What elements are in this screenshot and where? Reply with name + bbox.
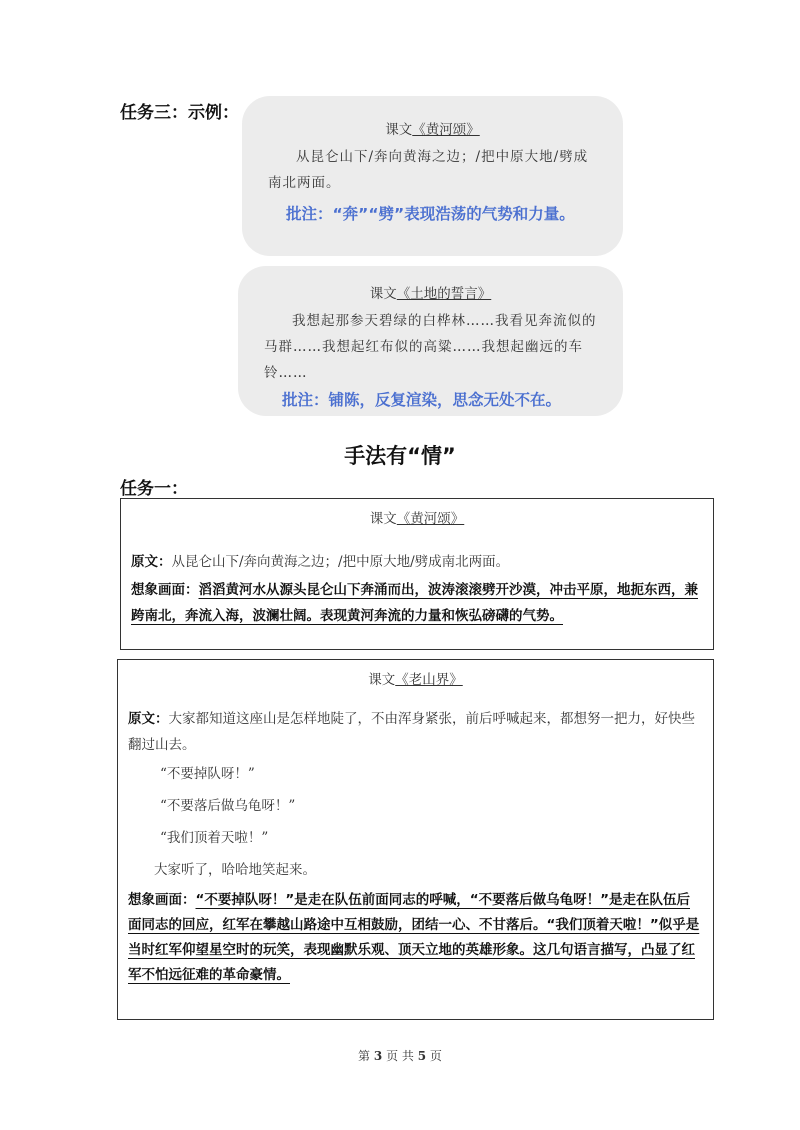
section-title: 手法有“情” [344, 444, 456, 468]
box-title-prefix: 课文 [368, 672, 396, 688]
example-text: 我想起那参天碧绿的白桦林……我看见奔流似的马群……我想起红布似的高粱……我想起幽远的车铃…… [264, 313, 597, 381]
example-title [268, 118, 597, 138]
closing-line: 大家听了，哈哈地笑起来。 [154, 862, 316, 878]
imagine-text: 滔滔黄河水从源头昆仑山下奔涌而出，波涛滚滚劈开沙漠，冲击平原，地扼东西，兼跨南北，奔流入海，波澜壮阔。表现黄河奔流的力量和恢弘磅礴的气势。 [131, 582, 698, 624]
original-text: 从昆仑山下/奔向黄海之边；/把中原大地/劈成南北两面。 [171, 554, 510, 570]
box-title [128, 668, 703, 688]
task3-heading: 任务三：示例： [120, 103, 239, 123]
original-label: 原文： [131, 554, 172, 570]
footer-prefix: 第 [358, 1049, 371, 1063]
imagine-text: “不要掉队呀！”是走在队伍前面同志的呼喊，“不要落后做乌龟呀！”是走在队伍后面同志的回应，红军在攀越山路途中互相鼓励，团结一心、不甘落后。“我们顶着天啦！”似乎是当时红军仰望星空时的玩笑，表现幽默乐观、顶天立地的英雄形象。这几句语言描写，凸显了红军不怕远征难的革命豪情。 [128, 892, 700, 983]
example-title-prefix: 课文 [369, 286, 397, 302]
footer-middle: 页 共 [386, 1049, 414, 1063]
example-bubble-huanghe [242, 96, 623, 256]
example-text: 从昆仑山下/奔向黄海之边；/把中原大地/劈成南北两面。 [268, 149, 589, 191]
example-title [264, 282, 597, 302]
total-pages: 5 [417, 1049, 427, 1063]
example-title-prefix: 课文 [385, 122, 413, 138]
example-bubble-tudi [238, 266, 623, 416]
box-title-name: 《老山界》 [395, 672, 463, 688]
original-text: 大家都知道这座山是怎样地陡了，不由浑身紧张，前后呼喊起来，都想努一把力，好快些翻过山去。 [128, 711, 695, 753]
imagine-line [131, 577, 703, 629]
imagine-label: 想象画面： [128, 892, 196, 908]
task-box-huanghe [120, 498, 714, 650]
dialogue-quote: “不要落后做乌龟呀！” [160, 798, 296, 814]
page-footer [0, 1047, 800, 1064]
task1-heading: 任务一： [120, 479, 188, 499]
original-text-line [128, 706, 703, 758]
imagine-line [128, 888, 703, 988]
example-title-name: 《土地的誓言》 [396, 286, 492, 302]
example-annotation: 批注：“奔”“劈”表现浩荡的气势和力量。 [286, 205, 575, 223]
original-text-line [131, 549, 703, 575]
box-title-name: 《黄河颂》 [396, 511, 465, 527]
example-title-name: 《黄河颂》 [412, 122, 480, 138]
task-box-laoshanjie [117, 659, 714, 1020]
box-title-prefix: 课文 [369, 511, 397, 527]
imagine-label: 想象画面： [131, 582, 199, 598]
page-number: 3 [373, 1049, 383, 1063]
example-annotation: 批注：铺陈，反复渲染，思念无处不在。 [282, 391, 562, 409]
footer-suffix: 页 [429, 1049, 442, 1063]
dialogue-quote: “不要掉队呀！” [160, 766, 255, 782]
box-title [131, 507, 703, 527]
original-label: 原文： [128, 711, 169, 727]
dialogue-quote: “我们顶着天啦！” [160, 830, 269, 846]
